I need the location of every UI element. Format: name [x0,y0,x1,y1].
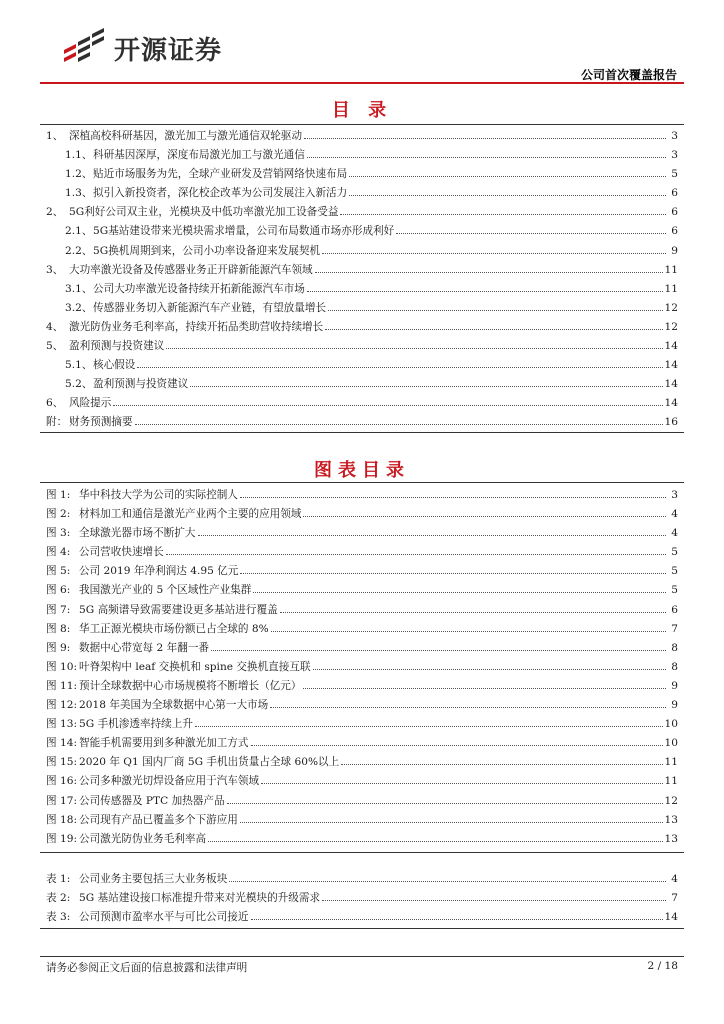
figure-entry[interactable] [46,505,678,524]
entry-page-number: 14 [664,911,678,924]
entry-page-number: 10 [664,737,678,750]
entry-title: 传感器业务切入新能源汽车产业链，有望放量增长 [93,301,327,314]
dot-leader [166,554,666,555]
entry-page-number: 12 [664,301,678,314]
entry-page-number: 6 [671,225,678,238]
toc-list [46,127,678,433]
entry-title: 激光防伪业务毛利率高，持续开拓品类助营收持续增长 [69,320,324,333]
entry-page-number: 4 [671,527,678,540]
dot-leader [166,348,662,349]
toc-entry[interactable] [46,394,678,413]
figures-list [46,486,678,849]
entry-number: 5.1、 [65,359,93,372]
entry-number: 图 15: [46,756,78,769]
toc-entry[interactable] [46,318,678,337]
entry-title: 公司传感器及 PTC 加热器产品 [79,794,225,807]
dot-leader [253,592,666,593]
figure-entry[interactable] [46,696,678,715]
entry-page-number: 3 [671,149,678,162]
toc-entry[interactable] [46,356,678,375]
toc-entry[interactable] [46,299,678,318]
entry-page-number: 3 [671,489,678,501]
dot-leader [307,291,663,292]
entry-title: 叶脊架构中 leaf 交换机和 spine 交换机直接互联 [79,660,311,673]
entry-page-number: 4 [671,508,678,521]
entry-title: 5G 高频谱导致需要建设更多基站进行覆盖 [79,603,278,616]
header-divider [40,82,684,84]
entry-number: 表 1: [46,873,71,885]
entry-number: 图 7: [46,603,71,616]
figures-title: 图表目录 [314,460,410,481]
dot-leader [190,386,662,387]
entry-title: 大功率激光设备及传感器业务正开辟新能源汽车领域 [69,263,313,276]
entry-title: 公司激光防伪业务毛利率高 [79,832,207,845]
entry-title: 5G 手机渗透率持续上升 [79,718,193,731]
tables-bottom-rule [40,928,684,929]
dot-leader [270,707,666,708]
dot-leader [211,650,666,651]
figure-entry[interactable] [46,658,678,677]
figure-entry[interactable] [46,753,678,772]
entry-page-number: 11 [664,775,678,788]
entry-title: 盈利预测与投资建议 [93,378,189,391]
entry-title: 5G换机周期到来，公司小功率设备迎来发展契机 [93,244,321,257]
entry-title: 华中科技大学为公司的实际控制人 [79,489,238,501]
toc-entry[interactable] [46,165,678,184]
entry-page-number: 16 [664,416,678,429]
entry-number: 1.2、 [65,168,93,181]
entry-number: 附： [46,416,68,429]
dot-leader [240,573,666,574]
entry-page-number: 11 [664,282,678,295]
entry-page-number: 7 [671,892,678,905]
entry-title: 公司 2019 年净利润达 4.95 亿元 [79,565,239,578]
entry-title: 核心假设 [93,359,136,372]
dot-leader [229,881,666,882]
entry-title: 2018 年美国为全球数据中心第一大市场 [79,699,269,712]
entry-number: 6、 [46,397,64,410]
entry-page-number: 14 [664,340,678,353]
dot-leader [271,631,666,632]
dot-leader [313,669,666,670]
entry-page-number: 12 [664,320,678,333]
figure-entry[interactable] [46,601,678,620]
dot-leader [251,745,663,746]
entry-number: 表 2: [46,892,71,905]
entry-number: 图 10: [46,660,78,673]
entry-title: 智能手机需要用到多种激光加工方式 [79,737,249,750]
logo-text: 开源证券 [114,36,223,66]
entry-page-number: 9 [671,679,678,692]
entry-number: 图 9: [46,641,71,654]
dot-leader [251,919,663,920]
toc-entry[interactable] [46,413,678,432]
figure-entry[interactable] [46,524,678,543]
report-type-label: 公司首次覆盖报告 [580,68,677,82]
entry-number: 3.2、 [65,301,93,314]
table-entry[interactable] [46,889,678,908]
dot-leader [137,367,662,368]
entry-page-number: 5 [671,584,678,597]
entry-number: 图 11: [46,679,78,692]
page-indicator: 2 / 18 [647,960,678,972]
toc-entry[interactable] [46,337,678,356]
entry-page-number: 6 [671,187,678,200]
entry-page-number: 14 [664,359,678,372]
figure-entry[interactable] [46,581,678,600]
entry-number: 图 4: [46,546,71,559]
toc-entry[interactable] [46,261,678,280]
entry-number: 3.1、 [65,282,93,295]
figure-entry[interactable] [46,677,678,696]
entry-title: 2020 年 Q1 国内厂商 5G 手机出货量占全球 60%以上 [79,756,340,769]
entry-number: 图 18: [46,813,78,826]
entry-page-number: 12 [664,794,678,807]
tables-list [46,870,678,927]
entry-title: 我国激光产业的 5 个区域性产业集群 [79,584,252,597]
entry-page-number: 13 [664,832,678,845]
toc-entry[interactable] [46,184,678,203]
footer-disclaimer: 请务必参阅正文后面的信息披露和法律声明 [46,962,248,974]
dot-leader [113,405,662,406]
entry-title: 公司营收快速增长 [79,546,164,559]
dot-leader [240,822,663,823]
logo-mark-icon [62,28,106,64]
dot-leader [349,176,666,177]
figure-entry[interactable] [46,792,678,811]
figures-top-rule [40,482,684,483]
figure-entry[interactable] [46,715,678,734]
entry-number: 图 6: [46,584,71,597]
toc-entry[interactable] [46,203,678,222]
dot-leader [240,497,666,498]
entry-number: 4、 [46,320,64,333]
entry-title: 5G 基站建设接口标准提升带来对光模块的升级需求 [79,892,321,905]
entry-page-number: 14 [664,397,678,410]
entry-page-number: 5 [671,565,678,578]
dot-leader [198,535,666,536]
entry-number: 图 14: [46,737,78,750]
dot-leader [325,329,662,330]
entry-number: 2.1、 [65,225,93,238]
figure-entry[interactable] [46,486,678,505]
dot-leader [208,841,662,842]
entry-number: 图 12: [46,699,78,712]
figure-entry[interactable] [46,639,678,658]
entry-number: 图 2: [46,508,71,521]
entry-title: 公司多种激光切焊设备应用于汽车领域 [79,775,260,788]
entry-page-number: 5 [671,546,678,559]
dot-leader [261,783,662,784]
entry-number: 表 3: [46,911,71,924]
table-entry[interactable] [46,870,678,889]
figure-entry[interactable] [46,830,678,849]
entry-page-number: 8 [671,641,678,654]
dot-leader [328,310,662,311]
dot-leader [303,516,666,517]
entry-number: 5、 [46,340,64,353]
entry-page-number: 10 [664,718,678,731]
entry-page-number: 9 [671,699,678,712]
entry-number: 图 5: [46,565,71,578]
dot-leader [341,764,662,765]
entry-title: 数据中心带宽每 2 年翻一番 [79,641,210,654]
figures-bottom-rule [40,852,684,853]
entry-title: 公司大功率激光设备持续开拓新能源汽车市场 [93,282,305,295]
company-logo [62,24,262,68]
entry-title: 公司现有产品已覆盖多个下游应用 [79,813,238,826]
dot-leader [280,612,666,613]
toc-entry[interactable] [46,242,678,261]
entry-number: 图 19: [46,832,78,845]
entry-title: 预计全球数据中心市场规模将不断增长（亿元） [79,679,302,692]
entry-title: 深植高校科研基因，激光加工与激光通信双轮驱动 [69,130,303,142]
toc-entry[interactable] [46,280,678,299]
entry-number: 图 16: [46,775,78,788]
entry-title: 盈利预测与投资建议 [69,340,165,353]
toc-entry[interactable] [46,127,678,146]
toc-bottom-rule [40,432,684,433]
entry-number: 图 17: [46,794,78,807]
entry-title: 5G利好公司双主业，光模块及中低功率激光加工设备受益 [69,206,339,219]
entry-page-number: 11 [664,263,678,276]
entry-number: 2、 [46,206,64,219]
entry-page-number: 7 [671,622,678,635]
footer-divider [40,956,684,957]
dot-leader [315,272,663,273]
entry-page-number: 6 [671,603,678,616]
table-entry[interactable] [46,908,678,927]
entry-page-number: 8 [671,660,678,673]
entry-number: 1、 [46,130,64,142]
figure-entry[interactable] [46,811,678,830]
entry-number: 3、 [46,263,64,276]
dot-leader [135,424,663,425]
entry-page-number: 9 [671,244,678,257]
entry-title: 材料加工和通信是激光产业两个主要的应用领域 [79,508,302,521]
entry-number: 图 13: [46,718,78,731]
figure-entry[interactable] [46,562,678,581]
entry-page-number: 13 [664,813,678,826]
toc-top-rule [40,124,684,125]
figure-entry[interactable] [46,620,678,639]
entry-page-number: 5 [671,168,678,181]
dot-leader [340,214,666,215]
entry-title: 贴近市场服务为先，全球产业研发及营销网络快速布局 [93,168,348,181]
entry-title: 科研基因深厚，深度布局激光加工与激光通信 [93,149,305,162]
entry-title: 风险提示 [69,397,112,410]
entry-page-number: 11 [664,756,678,769]
entry-page-number: 4 [671,873,678,885]
figure-entry[interactable] [46,734,678,753]
dot-leader [195,726,663,727]
entry-title: 华工正源光模块市场份额已占全球的 8% [79,622,269,635]
entry-number: 图 3: [46,527,71,540]
entry-title: 全球激光器市场不断扩大 [79,527,196,540]
entry-number: 5.2、 [65,378,93,391]
toc-entry[interactable] [46,146,678,165]
entry-page-number: 14 [664,378,678,391]
figure-entry[interactable] [46,543,678,562]
entry-page-number: 3 [671,130,678,142]
toc-title: 目 录 [331,100,393,121]
entry-title: 财务预测摘要 [69,416,133,429]
toc-entry[interactable] [46,222,678,241]
entry-number: 1.3、 [65,187,93,200]
dot-leader [303,688,666,689]
dot-leader [227,803,663,804]
entry-title: 拟引入新投资者，深化校企改革为公司发展注入新活力 [93,187,348,200]
entry-number: 图 1: [46,489,71,501]
dot-leader [322,900,666,901]
entry-title: 公司业务主要包括三大业务板块 [79,873,228,885]
entry-title: 公司预测市盈率水平与可比公司接近 [79,911,249,924]
figure-entry[interactable] [46,772,678,791]
entry-number: 图 8: [46,622,71,635]
entry-title: 5G基站建设带来光模块需求增量，公司布局数通市场亦形成利好 [93,225,395,238]
dot-leader [322,253,666,254]
entry-page-number: 6 [671,206,678,219]
dot-leader [349,195,666,196]
entry-number: 1.1、 [65,149,93,162]
toc-entry[interactable] [46,375,678,394]
dot-leader [304,138,666,139]
entry-number: 2.2、 [65,244,93,257]
dot-leader [307,157,666,158]
dot-leader [396,233,666,234]
